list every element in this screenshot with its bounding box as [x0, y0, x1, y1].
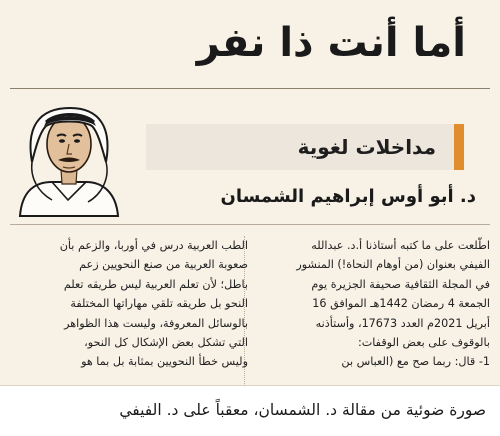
text-line: النحو بل طريقه تلقي مهاراتها المختلفة: [70, 297, 248, 311]
text-line: أبريل 2021م العدد 17673، وأستأذنه: [315, 316, 490, 330]
column-title: مداخلات لغوية: [297, 135, 436, 159]
text-line: بالوسائل المعروفة، وليست هذا الظواهر: [64, 316, 248, 330]
article-column-right: [268, 236, 490, 369]
column-title-banner: [146, 124, 464, 170]
author-byline: د. أبو أوس إبراهيم الشمسان: [220, 186, 476, 207]
text-line: باطل؛ لأن تعلم العربية ليس طريقه تعلم: [63, 277, 248, 291]
article-column-left: [16, 236, 248, 369]
text-line: في المجلة الثقافية صحيفة الجزيرة يوم: [311, 277, 490, 291]
article-headline: أما أنت ذا نفر: [196, 20, 466, 66]
text-line: بالوقوف على بعض الوقفات:: [357, 335, 490, 349]
text-line: التي تشكل بعض الإشكال كل النحو،: [84, 335, 248, 349]
image-caption: صورة ضوئية من مقالة د. الشمسان، معقباً على د. الفيفي: [119, 401, 486, 419]
text-line: صعوبة العربية من صنع النحويين زعم: [79, 258, 248, 272]
headline-divider: [10, 88, 490, 89]
text-line: الجمعة 4 رمضان 1442هـ الموافق 16: [312, 297, 490, 311]
text-line: 1- قال: ربما صح مع (العباس بن: [341, 355, 490, 369]
text-line: الطب العربية درس في أوربا، والزعم بأن: [59, 239, 248, 252]
text-line: وليس خطأ النحويين بمثابة بل بما هو: [81, 355, 248, 369]
text-line: الفيفي بعنوان (من أوهام النحاة!) المنشور: [296, 258, 490, 272]
text-line: اطّلعت على ما كتبه أستاذنا أ.د. عبدالله: [311, 239, 490, 252]
author-portrait: [2, 98, 134, 226]
